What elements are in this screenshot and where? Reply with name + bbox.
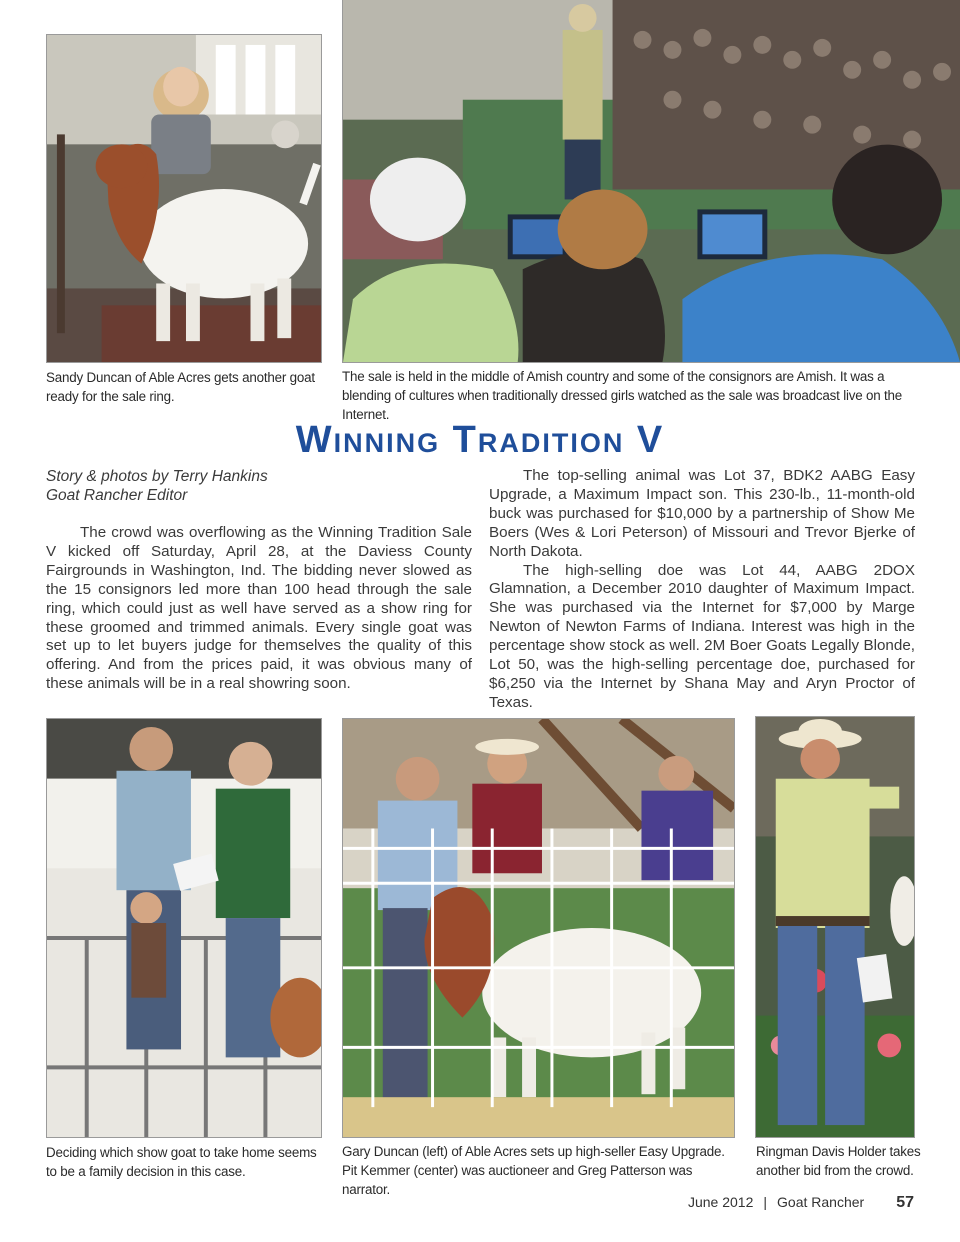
caption-sandy-duncan: Sandy Duncan of Able Acres gets another goat ready for the sale ring. (46, 370, 315, 404)
article-paragraph-1: The crowd was overflowing as the Winning Tradition Sale V kicked off Saturday, April 28, at the Daviess County Fairgrounds in Washington, Ind. The bidding never slowed as the 15 consignors led more than 100 head through the sale ring, which could just as well have served as a show ring for these groomed and trimmed animals. Every single goat was set up to let buyers judge for themselves the quality of this offering. And from the prices paid, it was obvious many of these animals will be in a real showring soon. (46, 524, 472, 693)
article-column-left (46, 524, 472, 694)
byline (46, 467, 268, 505)
footer-issue: June 2012 (687, 1194, 754, 1210)
article-title: Winning Tradition V (295, 419, 665, 461)
goat-grooming-illustration (47, 35, 321, 362)
photo-family-decision (46, 718, 322, 1138)
article-column-right (489, 467, 915, 713)
article-paragraph-3: The high-selling doe was Lot 44, AABG 2DOX Glamnation, a December 2010 daughter of Maximum Impact. She was purchased via the Internet for $7,000 by Marge Newton of Newton Farms of Indiana. Interest was high in the percentage show stock as well. 2M Boer Goats Legally Blonde, Lot 50, was the high-selling percentage doe, purchased for $6,250 via the Internet by Shana May and Aryn Proctor of Texas. (489, 561, 915, 711)
caption-sale-amish: The sale is held in the middle of Amish country and some of the consignors are Amish. It was a blending of cultures when traditionally dressed girls watched as the sale was broadcast live on the Internet. (342, 369, 903, 422)
byline-author: Story & photos by Terry Hankins (46, 468, 268, 485)
caption-family: Deciding which show goat to take home seems to be a family decision in this case. (46, 1145, 317, 1179)
page-number: 57 (896, 1194, 914, 1211)
article-paragraph-2: The top-selling animal was Lot 37, BDK2 AABG Easy Upgrade, a Maximum Impact son. This 230-lb., 11-month-old buck was purchased for $10,000 by a partnership of Show Me Boers (Wes & Lori Peterson) of Missouri and Trevor Bjerke of North Dakota. (489, 467, 915, 560)
auction-ring-illustration (343, 719, 734, 1137)
photo-gary-duncan-easy-upgrade (342, 718, 735, 1138)
sale-audience-illustration (343, 0, 960, 362)
footer-separator: | (763, 1194, 768, 1210)
caption-gary-duncan: Gary Duncan (left) of Able Acres sets up high-seller Easy Upgrade. Pit Kemmer (center) was auctioneer and Greg Patterson was narrator. (342, 1144, 725, 1197)
page-footer (688, 1194, 914, 1212)
ringman-illustration (756, 717, 914, 1137)
photo-ringman-davis-holder (755, 716, 915, 1138)
photo-sale-amish-girls (342, 0, 960, 363)
caption-ringman: Ringman Davis Holder takes another bid from the crowd. (756, 1144, 921, 1178)
family-illustration (47, 719, 321, 1137)
photo-sandy-duncan-goat (46, 34, 322, 363)
footer-magazine: Goat Rancher (777, 1194, 865, 1210)
byline-role: Goat Rancher Editor (46, 487, 188, 504)
